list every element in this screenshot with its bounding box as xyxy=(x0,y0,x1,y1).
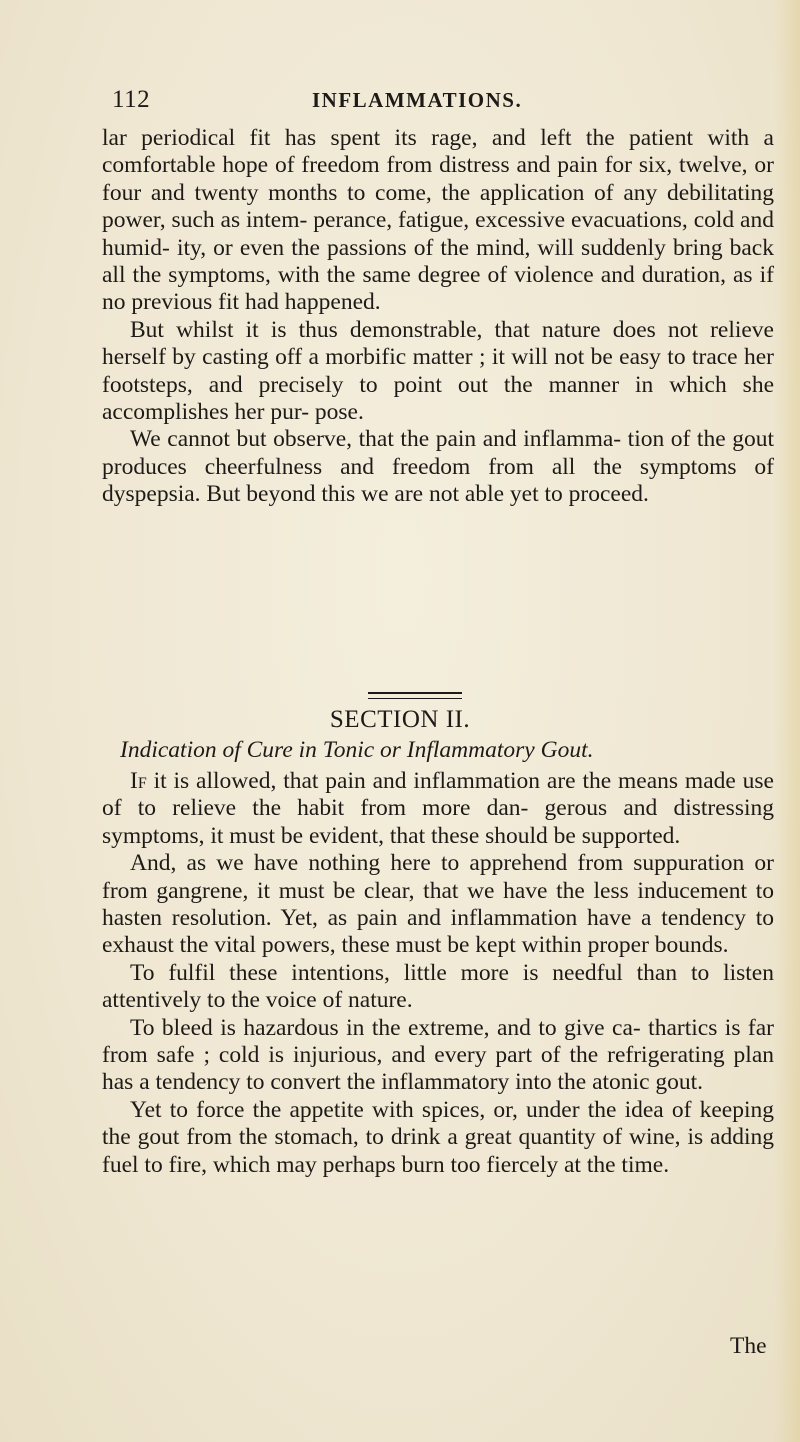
paragraph xyxy=(102,768,774,850)
section-divider-rule xyxy=(368,692,462,699)
body-text-upper xyxy=(102,125,774,509)
catchword: The xyxy=(730,1333,767,1359)
section-subtitle: Indication of Cure in Tonic or Inflammatory Gout. xyxy=(120,737,594,763)
page-number: 112 xyxy=(112,86,151,113)
paragraph: lar periodical fit has spent its rage, and left the patient with a comfortable hope of freedom from distress and pain for six, twelve, or four and twenty months to come, the application of any debilitating power, such as intem- perance, fatigue, excessive evacuations, cold and humid- ity, or even the passions of the mind, will suddenly bring back all the symptoms, with the same degree of violence and duration, as if no previous fit had happened. xyxy=(102,125,774,316)
section-title: SECTION II. xyxy=(329,706,471,733)
drop-word: If xyxy=(130,768,147,794)
paragraph: But whilst it is thus demonstrable, that nature does not relieve herself by casting off a morbific matter ; it will not be easy to trace her footsteps, and precisely to point out the manner in which she accomplishes her pur- pose. xyxy=(102,316,774,426)
paragraph: We cannot but observe, that the pain and inflamma- tion of the gout produces cheerfulness and freedom from all the symptoms of dyspepsia. But beyond this we are not able yet to proceed. xyxy=(102,426,774,508)
paragraph: To fulfil these intentions, little more is needful than to listen attentively to the voice of nature. xyxy=(102,959,774,1014)
paragraph: And, as we have nothing here to apprehend from suppuration or from gangrene, it must be clear, that we have the less inducement to hasten resolution. Yet, as pain and inflammation have a tendency to exhaust the vital powers, these must be kept within proper bounds. xyxy=(102,850,774,959)
body-text-lower xyxy=(102,768,774,1179)
paragraph: Yet to force the appetite with spices, or, under the idea of keeping the gout from the stomach, to drink a great quantity of wine, is adding fuel to fire, which may perhaps burn too fiercely at the time. xyxy=(102,1096,774,1178)
page-header xyxy=(112,86,712,118)
paragraph: To bleed is hazardous in the extreme, and to give ca- thartics is far from safe ; cold is injurious, and every part of the refrigerating plan has a tendency to convert the inflammatory into the atonic gout. xyxy=(102,1014,774,1096)
running-head: INFLAMMATIONS. xyxy=(312,88,523,112)
paragraph-text: it is allowed, that pain and inflammation are the means made use of to relieve the habit from more dan- gerous and distressing symptoms, it must be evident, that these should be supported. xyxy=(102,768,774,849)
